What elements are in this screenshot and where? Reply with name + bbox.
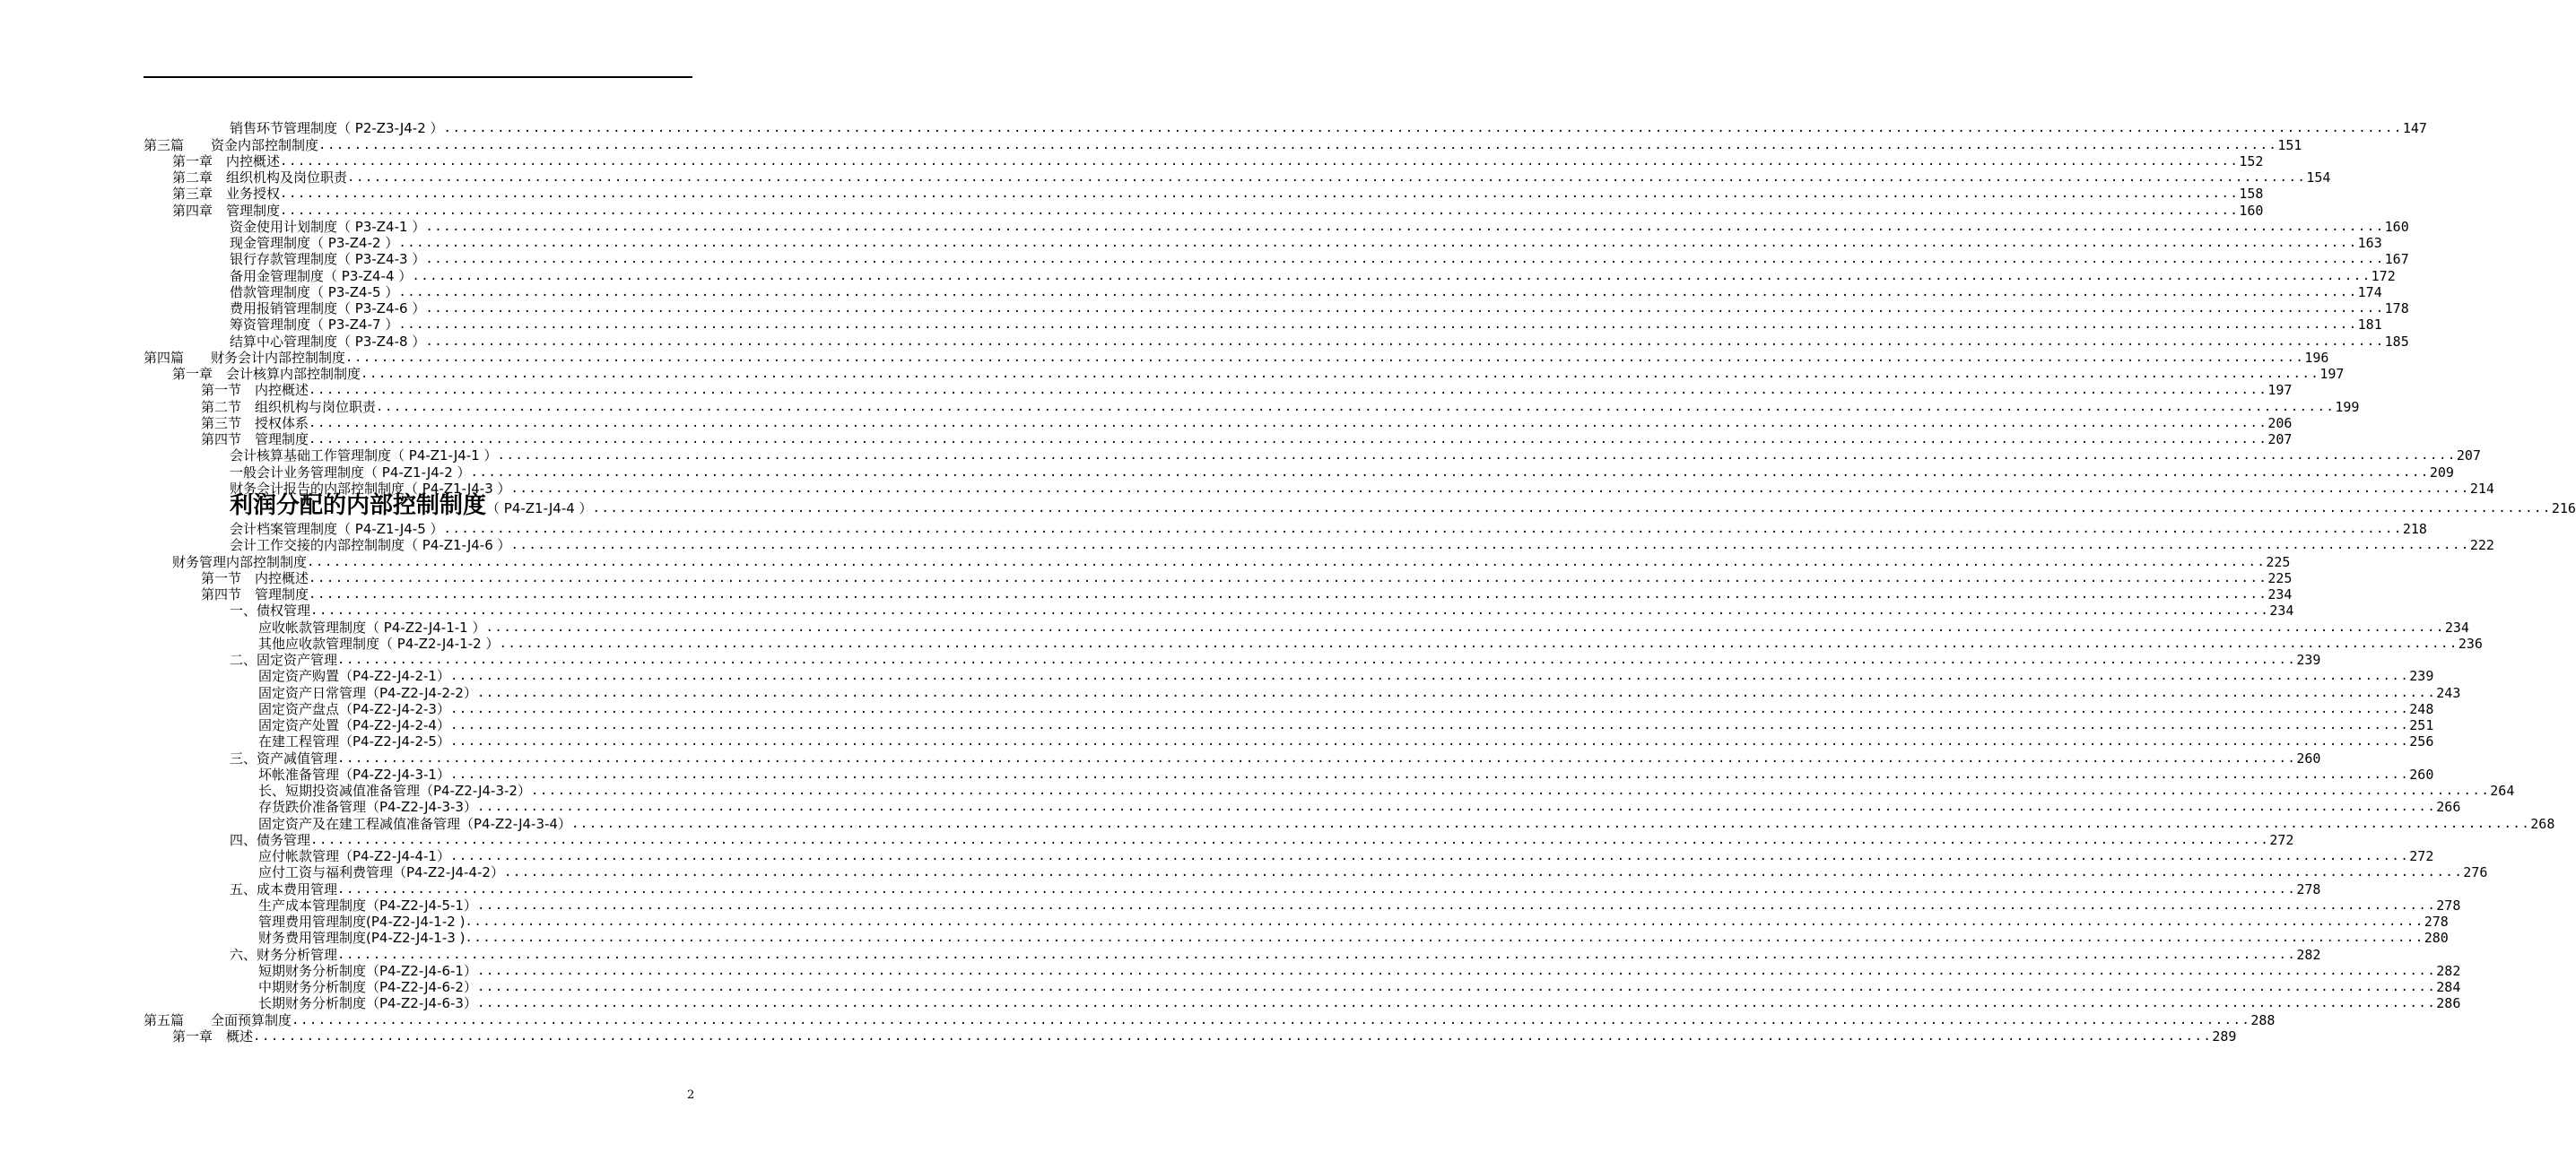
- toc-entry-page: 197: [2319, 366, 2345, 382]
- toc-dot-leader: ............................................................................................................................................................................................................................: [443, 522, 2403, 536]
- toc-entry-page: 197: [2267, 382, 2293, 399]
- toc-entry[interactable]: [144, 464, 2454, 481]
- toc-entry[interactable]: [144, 603, 2294, 620]
- toc-entry-page: 181: [2357, 316, 2382, 334]
- toc-entry-title: 第四篇 财务会计内部控制制度: [144, 349, 346, 366]
- toc-entry-title: 三、资产减值管理: [230, 750, 338, 767]
- toc-dot-leader: ............................................................................................................................................................................................................................: [592, 500, 2552, 516]
- toc-entry-title: 固定资产盘点（P4-Z2-J4-2-3）: [258, 700, 450, 717]
- toc-entry-title: 五、成本费用管理: [230, 880, 338, 897]
- toc-entry-page: 289: [2212, 1027, 2237, 1045]
- toc-entry-title: 中期财务分析制度（P4-Z2-J4-6-2）: [258, 979, 477, 995]
- toc-entry-page: 167: [2384, 251, 2409, 268]
- toc-entry[interactable]: [144, 962, 2461, 979]
- toc-entry[interactable]: [144, 914, 2449, 930]
- toc-entry[interactable]: [144, 864, 2488, 881]
- toc-dot-leader: ............................................................................................................................................................................................................................: [443, 121, 2403, 136]
- toc-entry-page: 239: [2296, 652, 2321, 668]
- toc-entry-title: 六、财务分析管理: [230, 946, 338, 963]
- toc-entry-page: 272: [2269, 831, 2294, 848]
- toc-entry[interactable]: [144, 251, 2409, 268]
- toc-entry-title: 财务管理内部控制制度: [172, 553, 308, 570]
- toc-dot-leader: ............................................................................................................................................................................................................................: [309, 587, 2268, 602]
- toc-entry-title-code: （ P4-Z1-J4-4 ）: [486, 499, 593, 516]
- toc-entry-page: 207: [2456, 447, 2481, 464]
- toc-dot-leader: ............................................................................................................................................................................................................................: [530, 784, 2491, 798]
- toc-entry-title: 财务费用管理制度(P4-Z2-J4-1-3 ): [258, 930, 466, 947]
- toc-entry-title: 长期财务分析制度（P4-Z2-J4-6-3）: [258, 995, 477, 1012]
- toc-dot-leader: ............................................................................................................................................................................................................................: [412, 268, 2371, 283]
- toc-dot-leader: ............................................................................................................................................................................................................................: [449, 669, 2410, 684]
- toc-entry-title: 在建工程管理（P4-Z2-J4-2-5）: [258, 733, 450, 750]
- toc-dot-leader: ............................................................................................................................................................................................................................: [337, 653, 2297, 667]
- toc-dot-leader: ............................................................................................................................................................................................................................: [485, 620, 2445, 635]
- toc-dot-leader: ............................................................................................................................................................................................................................: [309, 415, 2268, 430]
- toc-entry-page: 260: [2409, 766, 2434, 783]
- toc-dot-leader: ............................................................................................................................................................................................................................: [510, 538, 2470, 553]
- toc-entry-title: 现金管理制度（ P3-Z4-2 ）: [230, 235, 399, 251]
- toc-dot-leader: ............................................................................................................................................................................................................................: [476, 800, 2437, 815]
- toc-entry[interactable]: [144, 733, 2434, 750]
- toc-dot-leader: ............................................................................................................................................................................................................................: [476, 963, 2437, 978]
- toc-entry[interactable]: [144, 783, 2515, 799]
- toc-entry[interactable]: [144, 366, 2345, 382]
- toc-entry-page: 276: [2463, 864, 2488, 881]
- toc-entry[interactable]: [144, 382, 2293, 399]
- toc-dot-leader: ............................................................................................................................................................................................................................: [476, 980, 2437, 994]
- toc-entry[interactable]: [144, 700, 2434, 717]
- toc-entry[interactable]: [144, 169, 2331, 186]
- toc-entry-title: 会计核算基础工作管理制度（ P4-Z1-J4-1 ）: [230, 447, 498, 464]
- toc-entry-title: 一、债权管理: [230, 603, 311, 620]
- toc-entry-title: 借款管理制度（ P3-Z4-5 ）: [230, 283, 399, 300]
- toc-entry-title: 二、固定资产管理: [230, 652, 338, 668]
- toc-entry-title: 备用金管理制度（ P3-Z4-4 ）: [230, 267, 413, 284]
- toc-entry-title: 生产成本管理制度（P4-Z2-J4-5-1）: [258, 897, 477, 914]
- toc-entry-title: 银行存款管理制度（ P3-Z4-3 ）: [230, 251, 426, 268]
- toc-entry[interactable]: [144, 152, 2264, 169]
- toc-entry[interactable]: [144, 267, 2396, 284]
- toc-entry-title: 第二节 组织机构与岗位职责: [201, 398, 377, 415]
- toc-entry-page: 225: [2266, 553, 2291, 570]
- toc-dot-leader: ............................................................................................................................................................................................................................: [570, 816, 2531, 831]
- toc-entry-page: 278: [2296, 880, 2321, 897]
- toc-entry[interactable]: [144, 799, 2461, 816]
- toc-entry-page: 154: [2306, 169, 2331, 186]
- toc-entry-title: 筹资管理制度（ P3-Z4-7 ）: [230, 316, 399, 334]
- toc-entry-title: 固定资产处置（P4-Z2-J4-2-4）: [258, 717, 450, 733]
- toc-entry[interactable]: [144, 186, 2264, 203]
- toc-entry-title: 第二章 组织机构及岗位职责: [172, 169, 348, 186]
- toc-entry[interactable]: [144, 521, 2427, 537]
- toc-dot-leader: ............................................................................................................................................................................................................................: [476, 897, 2437, 913]
- toc-entry-title: 应付帐款管理（P4-Z2-J4-4-1）: [258, 848, 450, 864]
- toc-entry[interactable]: [144, 766, 2434, 783]
- table-of-contents: [144, 120, 2576, 1045]
- toc-dot-leader: ............................................................................................................................................................................................................................: [503, 865, 2464, 880]
- toc-entry-page: 218: [2402, 521, 2427, 537]
- toc-dot-leader: ............................................................................................................................................................................................................................: [361, 367, 2320, 381]
- toc-entry-title: 会计工作交接的内部控制制度（ P4-Z1-J4-6 ）: [230, 537, 511, 554]
- toc-entry-page: 206: [2267, 414, 2293, 431]
- toc-dot-leader: ............................................................................................................................................................................................................................: [425, 334, 2385, 349]
- toc-entry-title: 会计档案管理制度（ P4-Z1-J4-5 ）: [230, 521, 444, 537]
- toc-entry-title: 销售环节管理制度（ P2-Z3-J4-2 ）: [230, 120, 444, 137]
- toc-entry[interactable]: [144, 569, 2293, 586]
- toc-entry-page: 174: [2357, 283, 2382, 300]
- toc-entry-page: 234: [2267, 586, 2293, 603]
- toc-dot-leader: ............................................................................................................................................................................................................................: [449, 734, 2410, 750]
- toc-dot-leader: ............................................................................................................................................................................................................................: [307, 554, 2267, 569]
- toc-dot-leader: ............................................................................................................................................................................................................................: [476, 996, 2437, 1011]
- toc-entry-title: 第三篇 资金内部控制制度: [144, 136, 319, 153]
- toc-entry-title: 固定资产日常管理（P4-Z2-J4-2-2）: [258, 684, 477, 701]
- toc-entry-page: 178: [2384, 300, 2409, 316]
- toc-dot-leader: ............................................................................................................................................................................................................................: [449, 849, 2410, 863]
- toc-entry[interactable]: [144, 831, 2294, 848]
- toc-entry[interactable]: [144, 553, 2291, 570]
- toc-dot-leader: ............................................................................................................................................................................................................................: [337, 750, 2297, 766]
- toc-entry[interactable]: [144, 136, 2302, 153]
- toc-entry-page: 214: [2469, 480, 2494, 497]
- toc-entry[interactable]: [144, 684, 2461, 701]
- toc-dot-leader: ............................................................................................................................................................................................................................: [292, 1012, 2251, 1027]
- page-number: 2: [687, 1088, 695, 1102]
- toc-entry[interactable]: [144, 668, 2434, 685]
- toc-dot-leader: ............................................................................................................................................................................................................................: [499, 636, 2459, 651]
- toc-entry-page: 209: [2429, 464, 2454, 481]
- toc-entry[interactable]: [144, 586, 2293, 603]
- toc-dot-leader: ............................................................................................................................................................................................................................: [337, 881, 2297, 897]
- toc-dot-leader: ............................................................................................................................................................................................................................: [425, 252, 2385, 267]
- toc-entry[interactable]: [144, 491, 2576, 521]
- toc-entry[interactable]: [144, 398, 2360, 415]
- toc-dot-leader: ............................................................................................................................................................................................................................: [345, 350, 2305, 365]
- toc-dot-leader: ............................................................................................................................................................................................................................: [449, 701, 2410, 716]
- toc-entry[interactable]: [144, 815, 2555, 832]
- toc-entry[interactable]: [144, 979, 2461, 995]
- toc-dot-leader: ............................................................................................................................................................................................................................: [309, 383, 2268, 398]
- toc-entry[interactable]: [144, 995, 2461, 1012]
- toc-entry[interactable]: [144, 1011, 2276, 1028]
- toc-entry-title: 第一节 内控概述: [201, 569, 309, 586]
- toc-entry-page: 282: [2296, 946, 2321, 963]
- toc-entry[interactable]: [144, 235, 2382, 251]
- toc-dot-leader: ............................................................................................................................................................................................................................: [398, 236, 2358, 250]
- toc-entry[interactable]: [144, 880, 2321, 897]
- toc-entry[interactable]: [144, 333, 2409, 350]
- toc-entry[interactable]: [144, 283, 2382, 300]
- toc-dot-leader: ............................................................................................................................................................................................................................: [309, 570, 2268, 585]
- toc-dot-leader: ............................................................................................................................................................................................................................: [280, 153, 2240, 169]
- toc-entry[interactable]: [144, 218, 2409, 235]
- toc-entry-title: [230, 491, 593, 521]
- toc-entry[interactable]: [144, 848, 2434, 864]
- toc-dot-leader: ............................................................................................................................................................................................................................: [449, 718, 2410, 733]
- toc-entry-page: 243: [2436, 684, 2461, 701]
- toc-entry-page: 234: [2444, 619, 2469, 636]
- toc-dot-leader: ............................................................................................................................................................................................................................: [398, 284, 2358, 299]
- toc-entry[interactable]: [144, 414, 2293, 431]
- toc-entry-title: 固定资产购置（P4-Z2-J4-2-1）: [258, 668, 450, 685]
- toc-dot-leader: ............................................................................................................................................................................................................................: [465, 915, 2424, 929]
- toc-dot-leader: ............................................................................................................................................................................................................................: [337, 947, 2297, 962]
- toc-entry-title: 第四节 管理制度: [201, 586, 309, 603]
- toc-dot-leader: ............................................................................................................................................................................................................................: [449, 767, 2410, 782]
- toc-entry-page: 236: [2458, 635, 2483, 652]
- toc-dot-leader: ............................................................................................................................................................................................................................: [280, 186, 2240, 202]
- toc-entry-title: 第一章 概述: [172, 1027, 254, 1045]
- toc-dot-leader: ............................................................................................................................................................................................................................: [253, 1028, 2213, 1044]
- toc-entry-page: 216: [2551, 499, 2576, 516]
- toc-entry-page: 207: [2267, 431, 2293, 447]
- toc-entry[interactable]: [144, 750, 2321, 767]
- toc-entry-title: 管理费用管理制度(P4-Z2-J4-1-2 ): [258, 914, 466, 930]
- toc-entry-title: 其他应收款管理制度（ P4-Z2-J4-1-2 ）: [258, 635, 500, 652]
- toc-entry-page: 151: [2277, 136, 2302, 153]
- toc-entry-page: 160: [2384, 218, 2409, 235]
- toc-entry-page: 248: [2409, 700, 2434, 717]
- toc-entry-page: 268: [2530, 815, 2555, 832]
- toc-entry[interactable]: [144, 652, 2321, 668]
- toc-entry-page: 272: [2409, 848, 2434, 864]
- toc-dot-leader: ............................................................................................................................................................................................................................: [309, 432, 2268, 446]
- toc-dot-leader: ............................................................................................................................................................................................................................: [318, 137, 2278, 152]
- toc-entry[interactable]: [144, 349, 2329, 366]
- toc-entry-page: 286: [2436, 995, 2461, 1012]
- toc-entry-page: 147: [2402, 120, 2427, 137]
- toc-entry-title: 第三节 授权体系: [201, 414, 309, 431]
- toc-dot-leader: ............................................................................................................................................................................................................................: [470, 464, 2430, 480]
- toc-entry-page: 185: [2384, 333, 2409, 350]
- toc-entry-title: 一般会计业务管理制度（ P4-Z1-J4-2 ）: [230, 464, 471, 481]
- toc-entry-page: 239: [2409, 668, 2434, 685]
- toc-entry-page: 163: [2357, 235, 2382, 251]
- toc-entry-title: 第一章 内控概述: [172, 152, 281, 169]
- header-rule: [144, 76, 692, 78]
- toc-entry-page: 284: [2436, 979, 2461, 995]
- toc-dot-leader: ............................................................................................................................................................................................................................: [476, 685, 2437, 700]
- toc-entry-title: 长、短期投资减值准备管理（P4-Z2-J4-3-2）: [258, 783, 531, 799]
- toc-entry-title: 固定资产及在建工程减值准备管理（P4-Z2-J4-3-4）: [258, 815, 571, 832]
- toc-entry-title: 费用报销管理制度（ P3-Z4-6 ）: [230, 300, 426, 316]
- toc-entry[interactable]: [144, 300, 2409, 316]
- toc-entry-page: 225: [2267, 569, 2293, 586]
- toc-entry[interactable]: [144, 431, 2293, 447]
- toc-dot-leader: ............................................................................................................................................................................................................................: [425, 301, 2385, 316]
- toc-entry[interactable]: [144, 447, 2481, 464]
- toc-dot-leader: ............................................................................................................................................................................................................................: [497, 448, 2457, 464]
- toc-entry-title: 第五篇 全面预算制度: [144, 1011, 292, 1028]
- toc-entry-title: 结算中心管理制度（ P3-Z4-8 ）: [230, 333, 426, 350]
- toc-dot-leader: ............................................................................................................................................................................................................................: [425, 219, 2385, 234]
- toc-entry-page: 278: [2424, 914, 2449, 930]
- toc-entry[interactable]: [144, 316, 2382, 334]
- toc-dot-leader: ............................................................................................................................................................................................................................: [465, 931, 2424, 946]
- toc-entry-page: 160: [2239, 202, 2264, 219]
- toc-entry[interactable]: [144, 930, 2449, 947]
- toc-entry-page: 260: [2296, 750, 2321, 767]
- toc-entry[interactable]: [144, 946, 2321, 963]
- toc-dot-leader: ............................................................................................................................................................................................................................: [310, 603, 2270, 619]
- toc-entry[interactable]: [144, 537, 2494, 554]
- toc-dot-leader: ............................................................................................................................................................................................................................: [510, 481, 2470, 496]
- toc-entry-title: 四、债务管理: [230, 831, 311, 848]
- toc-dot-leader: ............................................................................................................................................................................................................................: [310, 832, 2270, 847]
- toc-dot-leader: ............................................................................................................................................................................................................................: [280, 203, 2240, 218]
- toc-entry-title: 第一节 内控概述: [201, 382, 309, 399]
- toc-entry-title: 资金使用计划制度（ P3-Z4-1 ）: [230, 218, 426, 235]
- toc-entry-title: 应付工资与福利费管理（P4-Z2-J4-4-2）: [258, 864, 504, 881]
- toc-entry-page: 251: [2409, 717, 2434, 733]
- toc-entry-page: 282: [2436, 962, 2461, 979]
- toc-entry-title: 短期财务分析制度（P4-Z2-J4-6-1）: [258, 962, 477, 979]
- toc-entry-page: 196: [2304, 349, 2329, 366]
- toc-entry[interactable]: [144, 202, 2264, 219]
- toc-entry[interactable]: [144, 635, 2483, 652]
- toc-entry-title: 第三章 业务授权: [172, 186, 281, 203]
- toc-entry[interactable]: [144, 897, 2461, 914]
- toc-entry[interactable]: [144, 1027, 2237, 1045]
- toc-entry-title-emphasis: 利润分配的内部控制制度: [230, 491, 487, 519]
- toc-entry[interactable]: [144, 619, 2469, 636]
- toc-entry-title: 应收帐款管理制度（ P4-Z2-J4-1-1 ）: [258, 619, 486, 636]
- toc-entry-title: 财务会计报告的内部控制制度（ P4-Z1-J4-3 ）: [230, 480, 511, 497]
- toc-entry-page: 172: [2371, 267, 2396, 284]
- toc-dot-leader: ............................................................................................................................................................................................................................: [347, 170, 2307, 185]
- toc-entry-title: 存货跌价准备管理（P4-Z2-J4-3-3）: [258, 799, 477, 816]
- toc-entry-page: 256: [2409, 733, 2434, 750]
- toc-entry-page: 152: [2239, 152, 2264, 169]
- toc-dot-leader: ............................................................................................................................................................................................................................: [398, 317, 2358, 333]
- toc-entry-page: 278: [2436, 897, 2461, 914]
- toc-entry-title: 坏帐准备管理（P4-Z2-J4-3-1）: [258, 766, 450, 783]
- toc-entry-title: 第四章 管理制度: [172, 202, 281, 219]
- toc-entry-page: 222: [2469, 537, 2494, 554]
- toc-entry-page: 288: [2250, 1011, 2276, 1028]
- toc-entry-page: 266: [2436, 799, 2461, 816]
- toc-entry-title: 第四节 管理制度: [201, 431, 309, 447]
- toc-entry-title: 第一章 会计核算内部控制制度: [172, 366, 361, 382]
- toc-entry-page: 199: [2335, 398, 2360, 415]
- toc-entry[interactable]: [144, 120, 2427, 137]
- toc-dot-leader: ............................................................................................................................................................................................................................: [376, 399, 2336, 414]
- toc-entry-page: 264: [2490, 783, 2515, 799]
- toc-entry[interactable]: [144, 717, 2434, 733]
- toc-entry-page: 158: [2239, 186, 2264, 203]
- toc-entry-page: 234: [2269, 603, 2294, 620]
- toc-entry-page: 280: [2424, 930, 2449, 947]
